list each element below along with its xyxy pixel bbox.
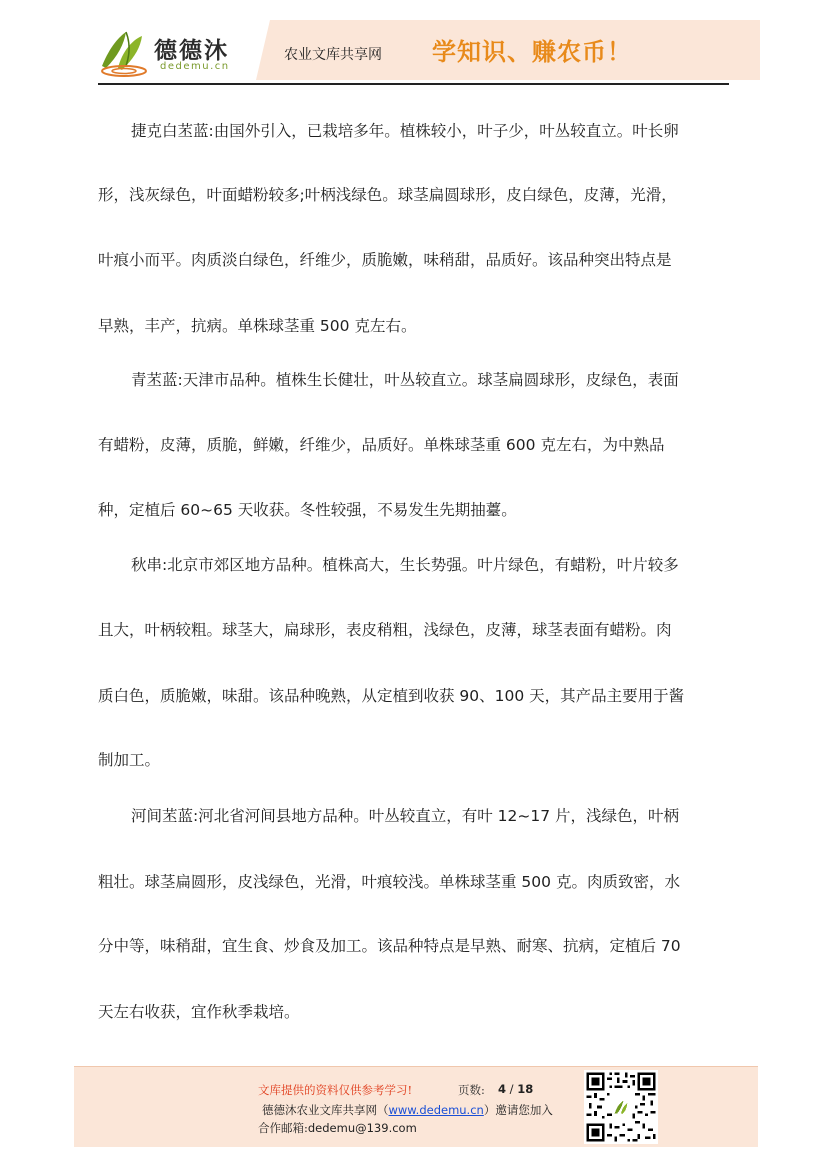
body-line: 叶痕小而平。肉质淡白绿色，纤维少，质脆嫩，味稍甜，品质好。该品种突出特点是 — [98, 251, 672, 269]
body-line: 制加工。 — [98, 751, 161, 769]
header-slogan: 学知识、赚农币！ — [432, 37, 632, 66]
qr-code-icon — [584, 1070, 658, 1144]
body-line: 河间苤蓝:河北省河间县地方品种。叶丛较直立，有叶 12~17 片，浅绿色，叶柄 — [131, 807, 680, 825]
site-logo[interactable] — [96, 28, 256, 84]
header-divider — [98, 83, 729, 85]
body-line: 天左右收获，宜作秋季栽培。 — [98, 1003, 300, 1021]
footer-invite — [262, 1102, 553, 1118]
footer-invite-suffix: ）邀请您加入 — [483, 1103, 553, 1117]
body-line: 种，定植后 60~65 天收获。冬性较强，不易发生先期抽薹。 — [98, 501, 517, 519]
body-line: 分中等，味稍甜，宜生食、炒食及加工。该品种特点是早熟、耐寒、抗病，定植后 70 — [98, 937, 681, 955]
logo-leaf-icon — [96, 28, 154, 78]
body-line: 且大，叶柄较粗。球茎大，扁球形，表皮稍粗，浅绿色，皮薄，球茎表面有蜡粉。肉 — [98, 621, 672, 639]
site-link[interactable]: www.dedemu.cn — [388, 1103, 484, 1117]
header-site-name: 农业文库共享网 — [284, 47, 382, 63]
page-header — [0, 0, 827, 100]
page-footer — [74, 1066, 758, 1147]
body-line: 形，浅灰绿色，叶面蜡粉较多;叶柄浅绿色。球茎扁圆球形，皮白绿色，皮薄，光滑， — [98, 186, 677, 204]
footer-contact — [258, 1120, 417, 1136]
page-total: 18 — [517, 1082, 534, 1096]
footer-invite-prefix: 德德沐农业文库共享网（ — [262, 1103, 389, 1117]
logo-title: 德德沐 — [154, 37, 229, 64]
page-count — [498, 1082, 533, 1096]
body-line: 捷克白苤蓝:由国外引入，已栽培多年。植株较小，叶子少，叶丛较直立。叶长卵 — [131, 122, 679, 140]
body-line: 有蜡粉，皮薄，质脆，鲜嫩，纤维少，品质好。单株球茎重 600 克左右，为中熟品 — [98, 436, 665, 454]
page-separator: / — [506, 1082, 518, 1096]
footer-email[interactable]: dedemu@139.com — [307, 1121, 417, 1135]
body-line: 秋串:北京市郊区地方品种。植株高大，生长势强。叶片绿色，有蜡粉，叶片较多 — [131, 556, 679, 574]
body-line: 质白色，质脆嫩，味甜。该品种晚熟，从定植到收获 90、100 天，其产品主要用于酱 — [98, 687, 685, 705]
logo-domain: dedemu.cn — [160, 61, 230, 72]
footer-notice: 文库提供的资料仅供参考学习! — [258, 1083, 413, 1097]
body-line: 青苤蓝:天津市品种。植株生长健壮，叶丛较直立。球茎扁圆球形，皮绿色，表面 — [131, 371, 679, 389]
footer-email-label: 合作邮箱: — [258, 1121, 308, 1135]
page-count-label: 页数: — [458, 1083, 485, 1097]
page-current: 4 — [498, 1082, 507, 1096]
body-line: 早熟，丰产，抗病。单株球茎重 500 克左右。 — [98, 317, 417, 335]
body-line: 粗壮。球茎扁圆形，皮浅绿色，光滑，叶痕较浅。单株球茎重 500 克。肉质致密，水 — [98, 873, 680, 891]
